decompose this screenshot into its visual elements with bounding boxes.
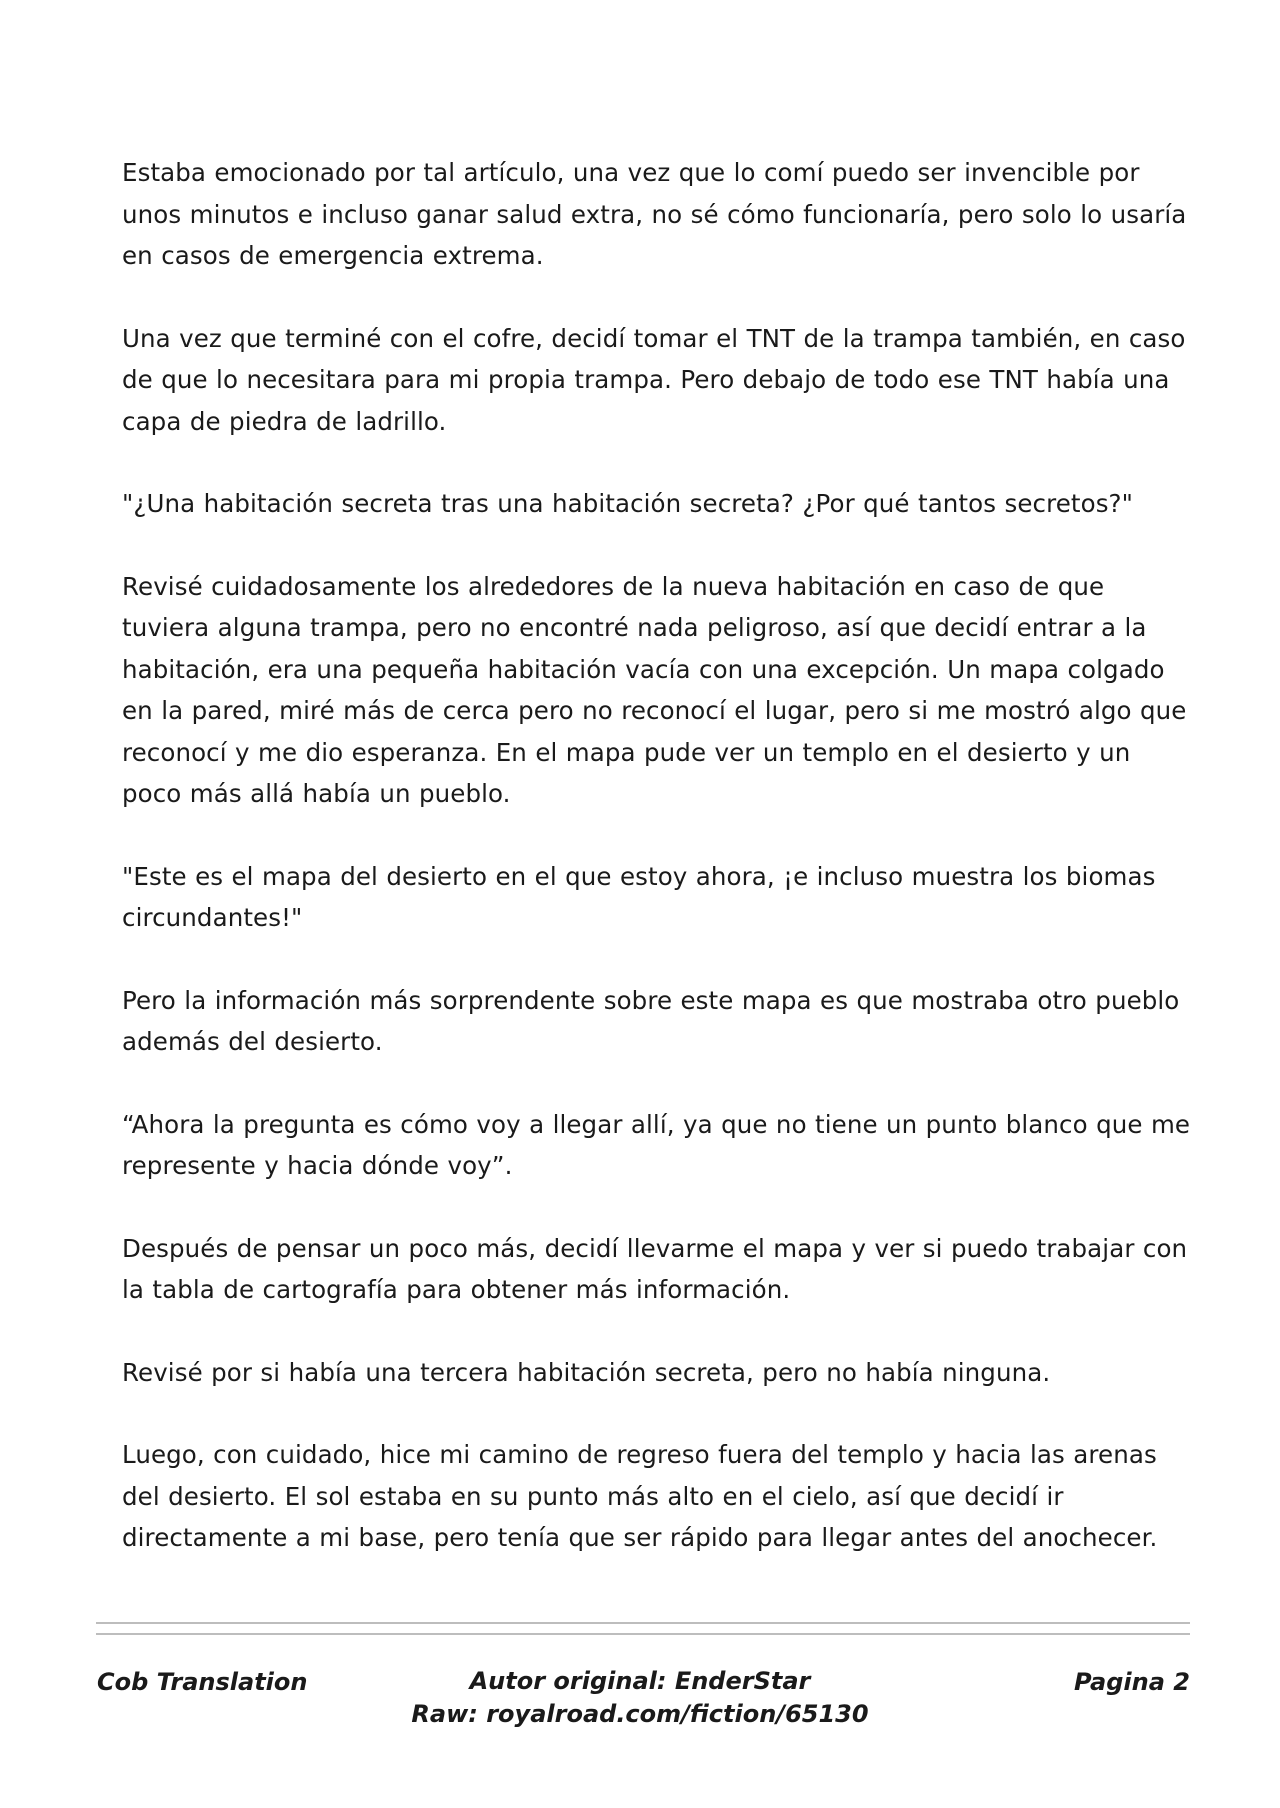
footer-page-number: Pagina 2	[1074, 1668, 1190, 1696]
footer-divider-bottom	[96, 1633, 1190, 1635]
paragraph-7: “Ahora la pregunta es cómo voy a llegar allí, ya que no tiene un punto blanco que me represente y hacia dónde voy”.	[122, 1109, 1191, 1180]
paragraph-8: Después de pensar un poco más, decidí llevarme el mapa y ver si puedo trabajar con la tabla de cartografía para obtener más información.	[122, 1233, 1188, 1304]
footer-divider-top	[96, 1622, 1190, 1624]
footer-author: Autor original: EnderStar	[469, 1667, 811, 1695]
paragraph-10: Luego, con cuidado, hice mi camino de regreso fuera del templo y hacia las arenas del desierto. El sol estaba en su punto más alto en el cielo, así que decidí ir directamente a mi base, pero tenía que ser rápido para llegar antes del anochecer.	[122, 1440, 1158, 1552]
paragraph-6: Pero la información más sorprendente sobre este mapa es que mostraba otro pueblo además del desierto.	[122, 985, 1180, 1056]
paragraph-3: "¿Una habitación secreta tras una habitación secreta? ¿Por qué tantos secretos?"	[122, 489, 1134, 518]
document-body	[122, 152, 1197, 1600]
footer-source-link: Raw: royalroad.com/fiction/65130	[411, 1700, 869, 1728]
footer-translator: Cob Translation	[97, 1668, 308, 1696]
paragraph-5: "Este es el mapa del desierto en el que estoy ahora, ¡e incluso muestra los biomas circundantes!"	[122, 861, 1156, 932]
paragraph-4: Revisé cuidadosamente los alrededores de la nueva habitación en caso de que tuviera alguna trampa, pero no encontré nada peligroso, así que decidí entrar a la habitación, era una pequeña habitación vacía con una excepción. Un mapa colgado en la pared, miré más de cerca pero no reconocí el lugar, pero si me mostró algo que reconocí y me dio esperanza. En el mapa pude ver un templo en el desierto y un poco más allá había un pueblo.	[122, 571, 1187, 808]
paragraph-9: Revisé por si había una tercera habitación secreta, pero no había ninguna.	[122, 1357, 1051, 1387]
paragraph-2: Una vez que terminé con el cofre, decidí tomar el TNT de la trampa también, en caso de que lo necesitara para mi propia trampa. Pero debajo de todo ese TNT había una capa de piedra de ladrillo.	[122, 323, 1186, 436]
paragraph-1: Estaba emocionado por tal artículo, una vez que lo comí puedo ser invencible por unos minutos e incluso ganar salud extra, no sé cómo funcionaría, pero solo lo usaría en casos de emergencia extrema.	[122, 158, 1187, 270]
